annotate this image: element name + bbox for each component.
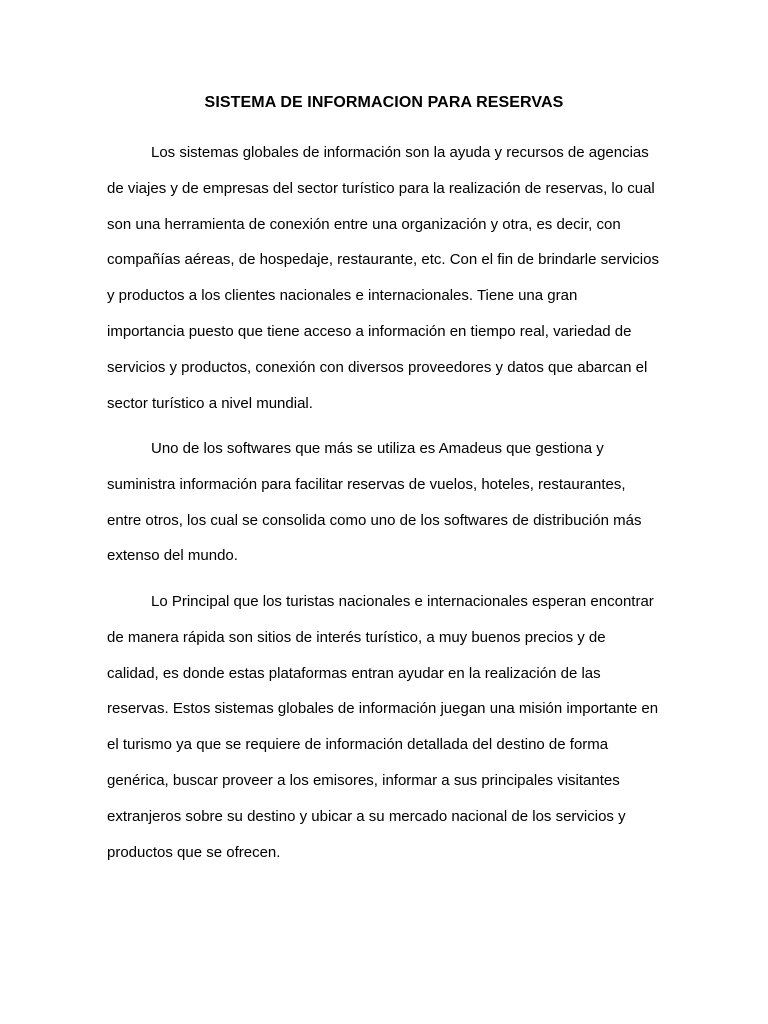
paragraph-line: Los sistemas globales de información son la ayuda y recursos de agencias bbox=[151, 144, 649, 161]
paragraph-line: entre otros, los cual se consolida como uno de los softwares de distribución más bbox=[107, 511, 642, 529]
paragraph-line: y productos a los clientes nacionales e internacionales. Tiene una gran bbox=[107, 287, 578, 305]
paragraph-line: calidad, es donde estas plataformas entran ayudar en la realización de las bbox=[107, 664, 601, 682]
paragraph-line: de viajes y de empresas del sector turístico para la realización de reservas, lo cual bbox=[107, 179, 655, 197]
paragraph-line: Uno de los softwares que más se utiliza es Amadeus que gestiona y bbox=[151, 440, 604, 457]
paragraph-2 bbox=[107, 439, 667, 582]
paragraph-line: extranjeros sobre su destino y ubicar a su mercado nacional de los servicios y bbox=[107, 807, 626, 825]
paragraph-line: servicios y productos, conexión con diversos proveedores y datos que abarcan el bbox=[107, 358, 648, 376]
paragraph-line: compañías aéreas, de hospedaje, restaurante, etc. Con el fin de brindarle servicios bbox=[107, 251, 659, 269]
document-title: SISTEMA DE INFORMACION PARA RESERVAS bbox=[204, 94, 564, 111]
paragraph-line: sector turístico a nivel mundial. bbox=[107, 394, 313, 412]
paragraph-3 bbox=[107, 592, 667, 878]
paragraph-line: importancia puesto que tiene acceso a información en tiempo real, variedad de bbox=[107, 322, 632, 340]
paragraph-line: reservas. Estos sistemas globales de información juegan una misión importante en bbox=[107, 700, 659, 718]
paragraph-line: suministra información para facilitar reservas de vuelos, hoteles, restaurantes, bbox=[107, 475, 626, 493]
paragraph-line: Lo Principal que los turistas nacionales e internacionales esperan encontrar bbox=[151, 593, 654, 610]
paragraph-line: genérica, buscar proveer a los emisores, informar a sus principales visitantes bbox=[107, 771, 620, 789]
paragraph-1 bbox=[107, 143, 667, 429]
paragraph-line: son una herramienta de conexión entre una organización y otra, es decir, con bbox=[107, 215, 621, 233]
paragraph-line: de manera rápida son sitios de interés turístico, a muy buenos precios y de bbox=[107, 628, 606, 646]
paragraph-line: el turismo ya que se requiere de información detallada del destino de forma bbox=[107, 736, 609, 754]
paragraph-line: extenso del mundo. bbox=[107, 547, 238, 565]
paragraph-line: productos que se ofrecen. bbox=[107, 843, 281, 861]
